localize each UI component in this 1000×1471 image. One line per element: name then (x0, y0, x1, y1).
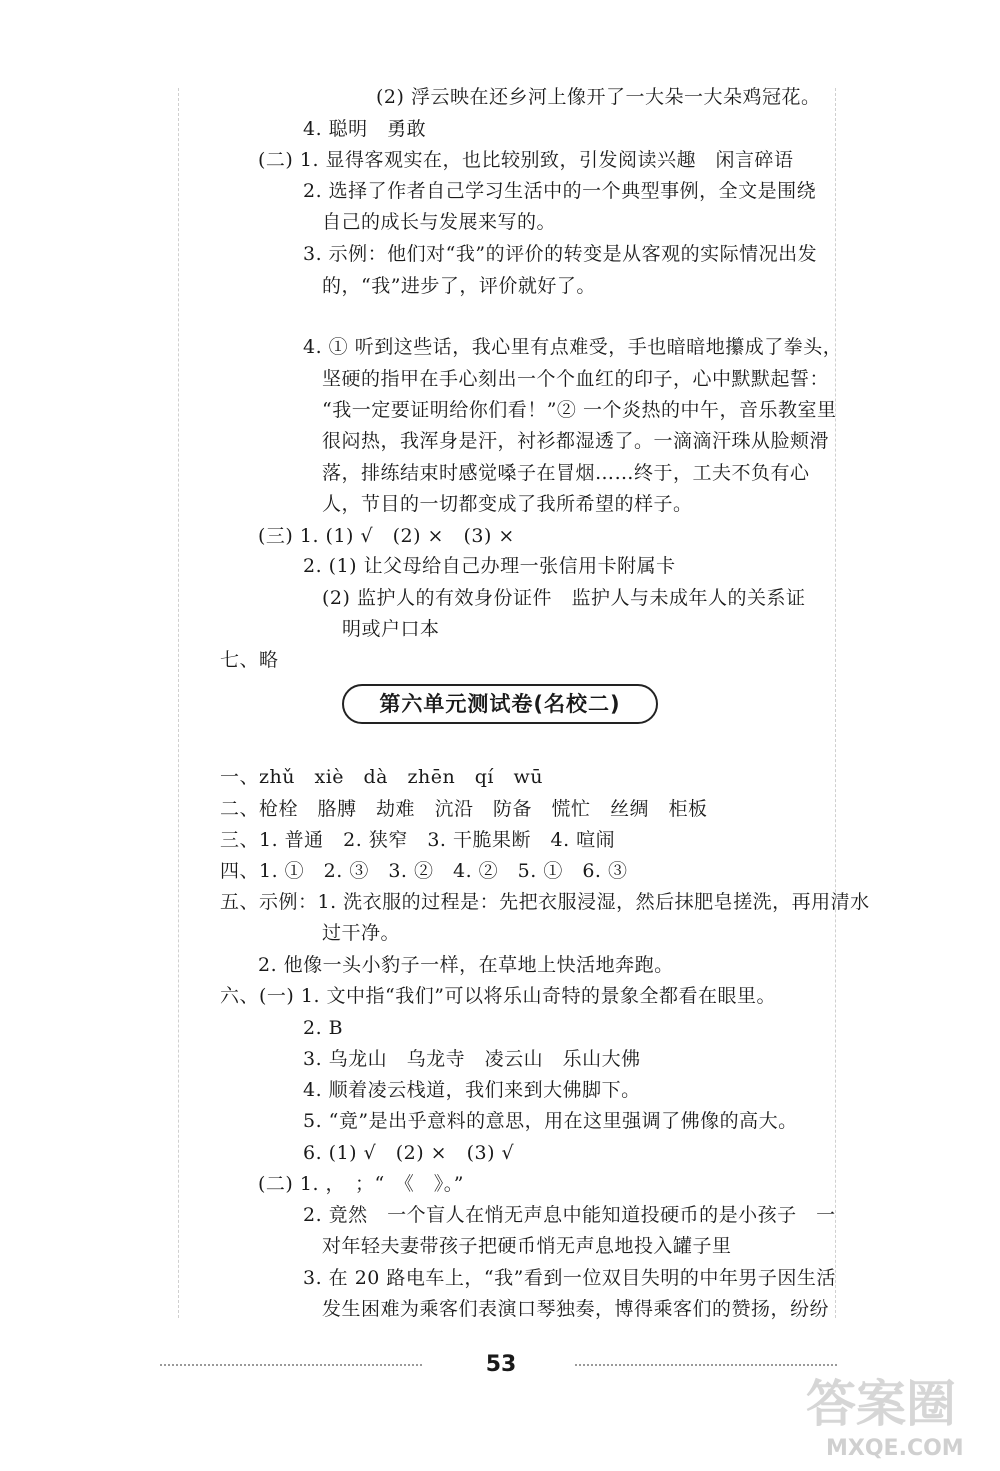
answer-line: 过干净。 (322, 922, 401, 944)
answer-line: 5. “竟”是出乎意料的意思，用在这里强调了佛像的高大。 (303, 1110, 798, 1132)
watermark-logo: 答案圈 (806, 1375, 956, 1433)
answer-line: 2. (1) 让父母给自己办理一张信用卡附属卡 (303, 555, 676, 577)
section-title: 第六单元测试卷(名校二) (342, 684, 658, 724)
answer-line: 发生困难为乘客们表演口琴独奏，博得乘客们的赞扬，纷纷 (322, 1298, 830, 1320)
answer-line: 人，节目的一切都变成了我所希望的样子。 (322, 493, 693, 515)
left-margin-rule (178, 88, 179, 1318)
answer-line: 明或户口本 (342, 618, 440, 640)
answer-line: 2. 竟然 一个盲人在悄无声息中能知道投硬币的是小孩子 一 (303, 1204, 836, 1226)
answer-line: 2. B (303, 1017, 344, 1039)
answer-line: “我一定要证明给你们看！”② 一个炎热的中午，音乐教室里 (322, 399, 837, 421)
answer-line: 六、(一) 1. 文中指“我们”可以将乐山奇特的景象全都看在眼里。 (220, 985, 776, 1007)
answer-line: 四、1. ① 2. ③ 3. ② 4. ② 5. ① 6. ③ (220, 860, 628, 882)
answer-line: 2. 他像一头小豹子一样，在草地上快活地奔跑。 (258, 954, 674, 976)
watermark-url: MXQE.COM (826, 1436, 964, 1461)
answer-line: 对年轻夫妻带孩子把硬币悄无声息地投入罐子里 (322, 1235, 732, 1257)
answer-line: 4. ① 听到这些话，我心里有点难受，手也暗暗地攥成了拳头， (303, 336, 843, 358)
answer-line: 落，排练结束时感觉嗓子在冒烟……终于，工夫不负有心 (322, 462, 810, 484)
answer-line: 3. 示例：他们对“我”的评价的转变是从客观的实际情况出发 (303, 243, 818, 265)
answer-line: 一、zhǔ xiè dà zhēn qí wū (220, 766, 543, 788)
answer-line: 七、略 (220, 649, 279, 671)
page-number: 53 (485, 1352, 517, 1377)
answer-line: (2) 监护人的有效身份证件 监护人与未成年人的关系证 (322, 587, 806, 609)
answer-line: 6. (1) √ (2) × (3) √ (303, 1142, 515, 1164)
answer-line: 3. 在 20 路电车上，“我”看到一位双目失明的中年男子因生活 (303, 1267, 836, 1289)
answer-line: 自己的成长与发展来写的。 (322, 211, 557, 233)
answer-line: 三、1. 普通 2. 狭窄 3. 干脆果断 4. 喧闹 (220, 829, 616, 851)
answer-line: (2) 浮云映在还乡河上像开了一大朵一大朵鸡冠花。 (376, 86, 821, 108)
answer-line: 4. 顺着凌云栈道，我们来到大佛脚下。 (303, 1079, 641, 1101)
footer-rule-left (160, 1364, 422, 1366)
answer-line: 很闷热，我浑身是汗，衬衫都湿透了。一滴滴汗珠从脸颊滑 (322, 430, 830, 452)
answer-line: 的，“我”进步了，评价就好了。 (322, 275, 596, 297)
answer-line: 4. 聪明 勇敢 (303, 118, 427, 140)
footer-rule-right (575, 1364, 837, 1366)
answer-line: 五、示例：1. 洗衣服的过程是：先把衣服浸湿，然后抹肥皂搓洗，再用清水 (220, 891, 870, 913)
answer-line: 2. 选择了作者自己学习生活中的一个典型事例，全文是围绕 (303, 180, 817, 202)
answer-line: (二) 1. 显得客观实在，也比较别致，引发阅读兴趣 闲言碎语 (258, 149, 794, 171)
answer-line: (二) 1. ， ；“ 《 》。” (258, 1173, 464, 1195)
right-margin-rule (835, 88, 836, 1318)
answer-line: (三) 1. (1) √ (2) × (3) × (258, 525, 515, 547)
answer-line: 二、枪栓 胳膊 劫难 沆沿 防备 慌忙 丝绸 柜板 (220, 798, 708, 820)
answer-line: 坚硬的指甲在手心刻出一个个血红的印子，心中默默起誓： (322, 368, 830, 390)
answer-line: 3. 乌龙山 乌龙寺 凌云山 乐山大佛 (303, 1048, 641, 1070)
